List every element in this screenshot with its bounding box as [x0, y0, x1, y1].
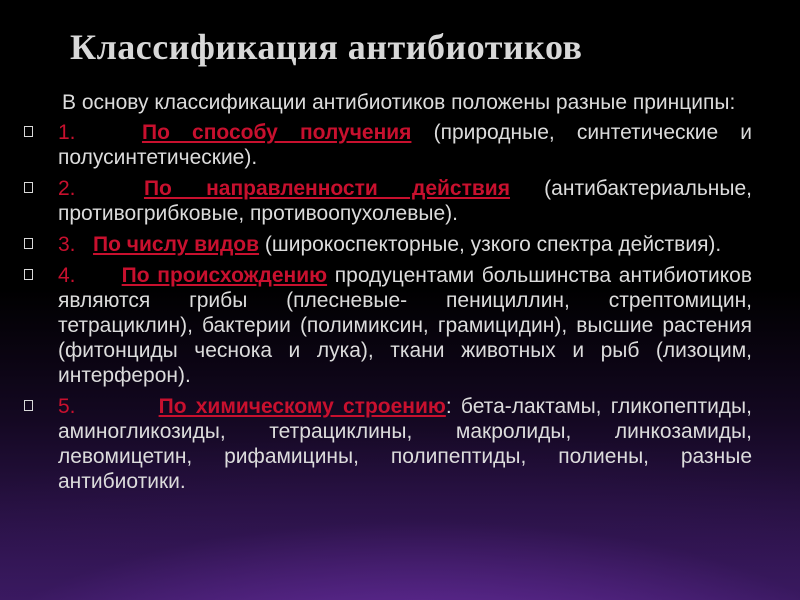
- slide-content: [22, 90, 752, 500]
- item-heading: По направленности действия: [143, 177, 510, 200]
- item-heading: По числу видов: [93, 233, 260, 256]
- item-heading: По способу получения: [141, 121, 412, 144]
- item-text: (широкоспекторные, узкого спектра действия).: [259, 233, 722, 256]
- list-item-2: [22, 176, 752, 226]
- item-text: продуцентами большинства антибиотиков являются грибы (плесневые- пенициллин, стрептомицин, тетрациклин), бактерии (полимиксин, грамицидин), высшие растения (фитонциды чеснока и лука), ткани животных и рыб (лизоцим, интерферон).: [58, 264, 753, 387]
- item-heading: По химическому строению: [158, 395, 446, 418]
- item-text: (природные, синтетические и полусинтетические).: [58, 121, 752, 169]
- list-item-5: [22, 394, 752, 494]
- item-number: 5.: [58, 395, 76, 418]
- item-text: (антибактериальные, противогрибковые, противоопухолевые).: [58, 177, 752, 225]
- item-heading: По происхождению: [121, 264, 328, 287]
- intro-text: В основу классификации антибиотиков положены разные принципы:: [62, 91, 736, 114]
- square-bullet-icon: [24, 126, 33, 137]
- item-number: 1.: [58, 121, 76, 144]
- item-number: 3.: [58, 233, 76, 256]
- square-bullet-icon: [24, 238, 33, 249]
- list-item-3: [22, 232, 752, 257]
- item-text: : бета-лактамы, гликопептиды, аминогликозиды, тетрациклины, макролиды, линкозамиды, левомицетин, рифамицины, полипептиды, полиены, разные антибиотики.: [58, 395, 752, 493]
- list-item-1: [22, 120, 752, 170]
- item-number: 2.: [58, 177, 76, 200]
- square-bullet-icon: [24, 269, 33, 280]
- slide-title: Классификация антибиотиков: [70, 27, 583, 67]
- square-bullet-icon: [24, 182, 33, 193]
- square-bullet-icon: [24, 400, 33, 411]
- list-item-4: [22, 263, 752, 388]
- item-number: 4.: [58, 264, 76, 287]
